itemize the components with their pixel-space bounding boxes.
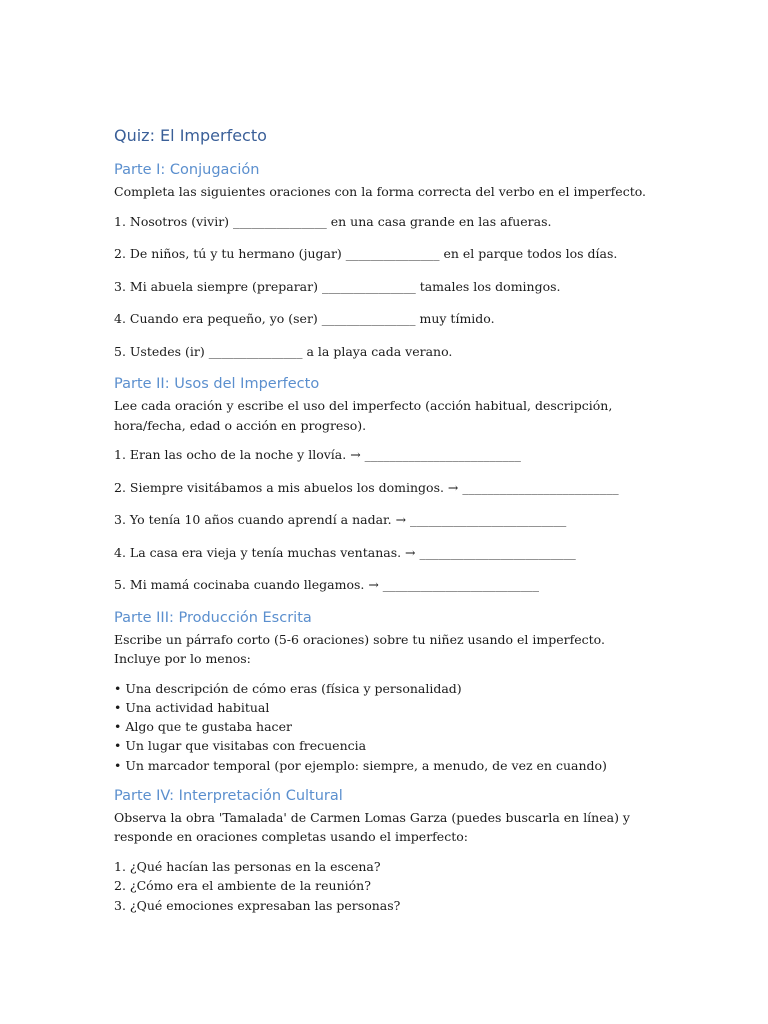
exercise-item: 5. Ustedes (ir) _______________ a la playa cada verano. <box>114 343 453 359</box>
list-item: • Una descripción de cómo eras (física y personalidad) <box>114 680 462 696</box>
section-heading: Parte I: Conjugación <box>114 162 260 178</box>
list-item: • Algo que te gustaba hacer <box>114 719 292 735</box>
section-heading: Parte II: Usos del Imperfecto <box>114 376 320 392</box>
list-item: 1. ¿Qué hacían las personas en la escena? <box>114 858 381 874</box>
list-item: • Una actividad habitual <box>114 699 270 715</box>
question-list <box>114 857 654 915</box>
bullet-list <box>114 679 654 775</box>
list-item: 2. ¿Cómo era el ambiente de la reunión? <box>114 878 371 894</box>
section-instructions: Lee cada oración y escribe el uso del imperfecto (acción habitual, descripción, hora/fecha, edad o acción en progreso). <box>114 398 613 433</box>
section-instructions: Completa las siguientes oraciones con la forma correcta del verbo en el imperfecto. <box>114 184 647 199</box>
exercise-item: 4. Cuando era pequeño, yo (ser) _______________ muy tímido. <box>114 311 495 326</box>
exercise-item: 3. Yo tenía 10 años cuando aprendí a nadar. → _________________________ <box>114 512 567 527</box>
exercise-item: 1. Eran las ocho de la noche y llovía. → _________________________ <box>114 447 521 462</box>
document-content <box>114 124 654 926</box>
list-item: • Un lugar que visitabas con frecuencia <box>114 738 367 754</box>
exercise-item: 3. Mi abuela siempre (preparar) _______________ tamales los domingos. <box>114 278 561 294</box>
exercise-item: 4. La casa era vieja y tenía muchas ventanas. → _________________________ <box>114 544 576 560</box>
section-part-2 <box>114 374 654 595</box>
section-part-1 <box>114 160 654 361</box>
exercise-item: 2. De niños, tú y tu hermano (jugar) _______________ en el parque todos los días. <box>114 246 618 261</box>
section-heading: Parte III: Producción Escrita <box>114 609 312 626</box>
exercise-item: 2. Siempre visitábamos a mis abuelos los domingos. → _________________________ <box>114 479 619 495</box>
exercise-item: 1. Nosotros (vivir) _______________ en una casa grande en las afueras. <box>114 213 552 229</box>
section-part-4 <box>114 786 654 915</box>
section-instructions: Escribe un párrafo corto (5-6 oraciones) sobre tu niñez usando el imperfecto. Incluye por lo menos: <box>114 631 605 666</box>
section-part-3 <box>114 608 654 775</box>
exercise-item: 5. Mi mamá cocinaba cuando llegamos. → _________________________ <box>114 577 540 592</box>
section-instructions: Observa la obra 'Tamalada' de Carmen Lomas Garza (puedes buscarla en línea) y responde en oraciones completas usando el imperfecto: <box>114 809 630 845</box>
page-title: Quiz: El Imperfecto <box>114 126 267 145</box>
list-item: • Un marcador temporal (por ejemplo: siempre, a menudo, de vez en cuando) <box>114 757 607 773</box>
section-heading: Parte IV: Interpretación Cultural <box>114 787 343 804</box>
list-item: 3. ¿Qué emociones expresaban las personas? <box>114 897 401 913</box>
